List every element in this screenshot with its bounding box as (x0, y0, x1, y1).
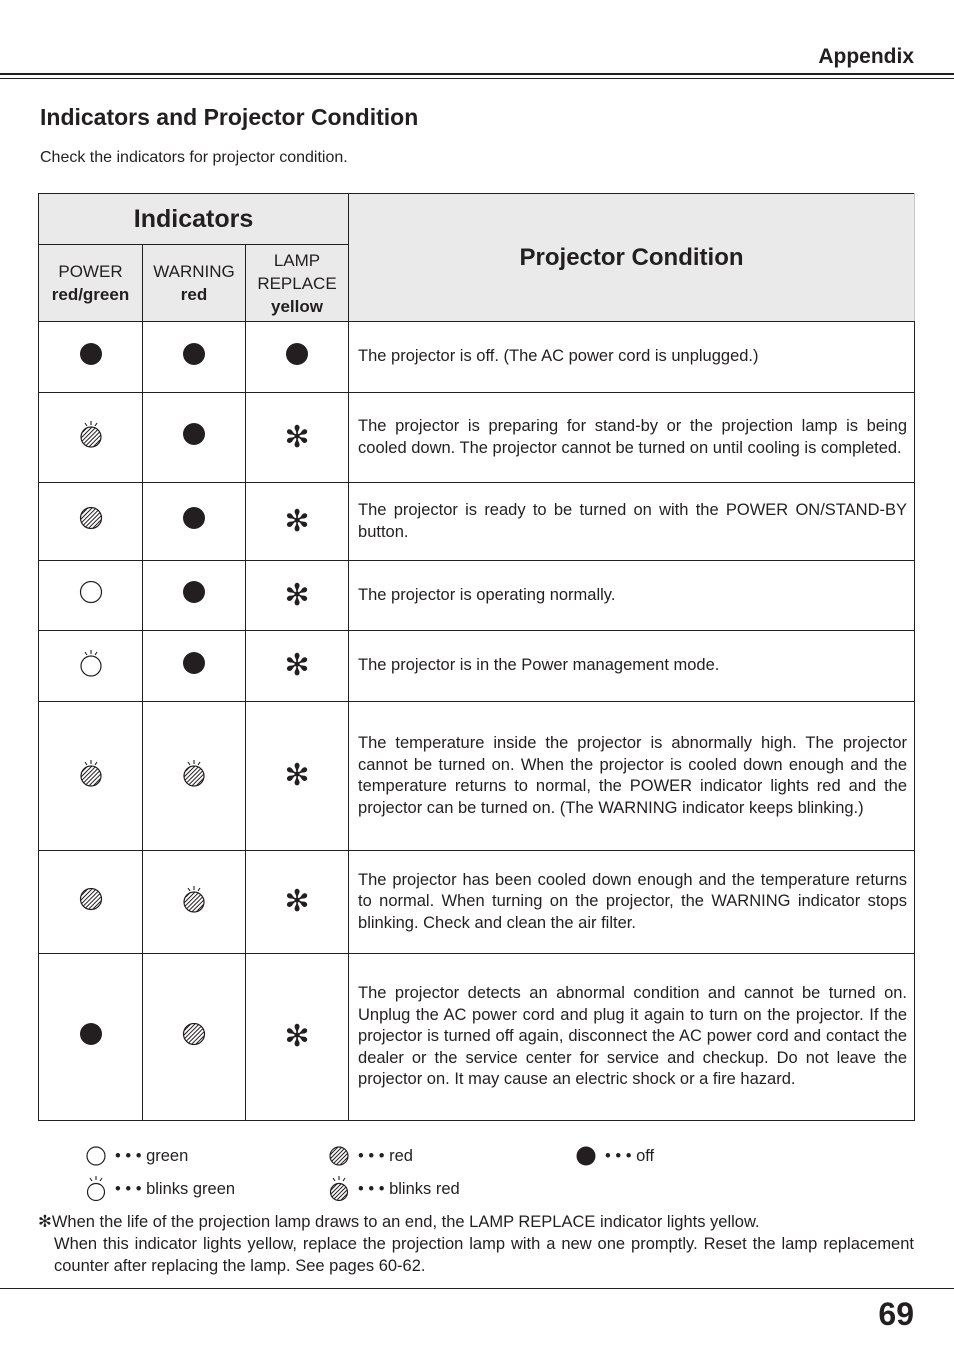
blinks-green-indicator-icon (79, 649, 103, 679)
condition-text: The projector is operating normally. (349, 561, 915, 631)
warning-indicator-cell (143, 393, 246, 483)
lamp-asterisk-icon: ✻ (284, 1019, 310, 1054)
legend-blinks-red (328, 1175, 460, 1203)
blinks-red-indicator-icon (328, 1175, 350, 1203)
table-row (39, 483, 915, 561)
page-title: Indicators and Projector Condition (40, 104, 419, 130)
off-indicator-icon (182, 507, 206, 531)
lamp-column-name: LAMP REPLACE (257, 250, 337, 293)
power-indicator-cell (39, 483, 143, 561)
legend-green (85, 1145, 188, 1167)
lamp-column-color: yellow (271, 296, 323, 316)
footer-rule (0, 1288, 954, 1289)
table-row (39, 393, 915, 483)
lamp-footnote (38, 1211, 914, 1277)
lamp-indicator-cell (246, 561, 349, 631)
off-indicator-icon (182, 581, 206, 605)
lamp-asterisk-icon: ✻ (284, 648, 310, 683)
lamp-indicator-cell (246, 322, 349, 393)
warning-column-name: WARNING (153, 262, 235, 281)
condition-text: The projector is in the Power management mode. (349, 631, 915, 702)
header-rule-thin (0, 78, 954, 79)
power-indicator-cell (39, 561, 143, 631)
power-indicator-cell (39, 851, 143, 954)
condition-text: The projector detects an abnormal condition and cannot be turned on. Unplug the AC power cord and plug it again to turn on the projector. If the projector is turned off again, disconnect the AC power cord and contact the dealer or the service center for service and checkup. Do not leave the projector on. It may cause an electric shock or a fire hazard. (349, 954, 915, 1121)
power-indicator-cell (39, 702, 143, 851)
lamp-indicator-cell (246, 483, 349, 561)
blinks-red-indicator-icon (79, 759, 103, 789)
legend-green-label: • • • green (115, 1146, 189, 1165)
legend-blinks-red-label: • • • blinks red (358, 1179, 460, 1198)
legend-off (575, 1145, 654, 1167)
table-row (39, 631, 915, 702)
red-indicator-icon (79, 888, 103, 912)
power-indicator-cell (39, 393, 143, 483)
table-row (39, 954, 915, 1121)
legend-off-label: • • • off (605, 1146, 655, 1165)
warning-indicator-cell (143, 851, 246, 954)
warning-column-color: red (180, 285, 208, 304)
condition-text: The projector is preparing for stand-by or the projection lamp is being cooled down. The projector cannot be turned on until cooling is completed. (349, 393, 915, 483)
lamp-asterisk-icon: ✻ (284, 577, 310, 613)
legend-red (328, 1145, 413, 1167)
green-indicator-icon (85, 1145, 107, 1167)
green-indicator-icon (79, 581, 103, 605)
power-indicator-cell (39, 322, 143, 393)
blinks-red-indicator-icon (182, 885, 206, 915)
legend-blinks-green-label: • • • blinks green (115, 1179, 236, 1198)
lamp-asterisk-icon: ✻ (284, 884, 310, 919)
lamp-asterisk-icon: ✻ (284, 503, 310, 539)
lamp-column-header (246, 245, 349, 322)
lamp-indicator-cell (246, 393, 349, 483)
blinks-green-indicator-icon (85, 1175, 107, 1203)
lamp-indicator-cell (246, 631, 349, 702)
red-indicator-icon (79, 507, 103, 531)
section-label: Appendix (818, 45, 914, 68)
off-indicator-icon (79, 343, 103, 367)
condition-text: The temperature inside the projector is abnormally high. The projector cannot be turned on. When the projector is cooled down enough and the temperature returns to normal, the POWER indicator lights red and the projector can be turned on. (The WARNING indicator keeps blinking.) (349, 702, 915, 851)
blinks-red-indicator-icon (79, 420, 103, 450)
lamp-indicator-cell (246, 851, 349, 954)
warning-indicator-cell (143, 954, 246, 1121)
off-indicator-icon (575, 1145, 597, 1167)
lamp-indicator-cell (246, 702, 349, 851)
condition-text: The projector is ready to be turned on with the POWER ON/STAND-BY button. (349, 483, 915, 561)
warning-indicator-cell (143, 702, 246, 851)
footnote-line-1: ✻When the life of the projection lamp draws to an end, the LAMP REPLACE indicator lights yellow. (38, 1213, 760, 1231)
power-column-name: POWER (58, 262, 123, 281)
off-indicator-icon (285, 343, 309, 367)
off-indicator-icon (182, 343, 206, 367)
blinks-red-indicator-icon (182, 759, 206, 789)
power-column-color: red/green (51, 285, 130, 304)
warning-indicator-cell (143, 631, 246, 702)
red-indicator-icon (182, 1023, 206, 1047)
warning-indicator-cell (143, 561, 246, 631)
red-indicator-icon (328, 1145, 350, 1167)
condition-text: The projector has been cooled down enough and the temperature returns to normal. When turning on the projector, the WARNING indicator stops blinking. Check and clean the air filter. (349, 851, 915, 954)
indicators-header: Indicators (39, 194, 349, 245)
warning-indicator-cell (143, 322, 246, 393)
indicator-table (38, 193, 915, 1121)
warning-column-header (143, 245, 246, 322)
power-indicator-cell (39, 631, 143, 702)
table-row (39, 702, 915, 851)
table-row (39, 851, 915, 954)
legend-blinks-green (85, 1175, 235, 1203)
off-indicator-icon (79, 1023, 103, 1047)
off-indicator-icon (182, 652, 206, 676)
table-row (39, 561, 915, 631)
power-indicator-cell (39, 954, 143, 1121)
table-row (39, 322, 915, 393)
off-indicator-icon (182, 423, 206, 447)
legend-red-label: • • • red (358, 1146, 413, 1165)
header-rule (0, 73, 954, 75)
page-number: 69 (878, 1296, 914, 1332)
condition-text: The projector is off. (The AC power cord is unplugged.) (349, 322, 915, 393)
warning-indicator-cell (143, 483, 246, 561)
power-column-header (39, 245, 143, 322)
footnote-line-2: When this indicator lights yellow, replace the projection lamp with a new one promptly. Reset the lamp replacement counter after replacing the lamp. See pages 60-62. (54, 1235, 914, 1275)
page-subtitle: Check the indicators for projector condition. (40, 149, 348, 166)
condition-header: Projector Condition (349, 194, 915, 322)
lamp-asterisk-icon: ✻ (284, 419, 310, 455)
lamp-indicator-cell (246, 954, 349, 1121)
lamp-asterisk-icon: ✻ (284, 758, 310, 793)
